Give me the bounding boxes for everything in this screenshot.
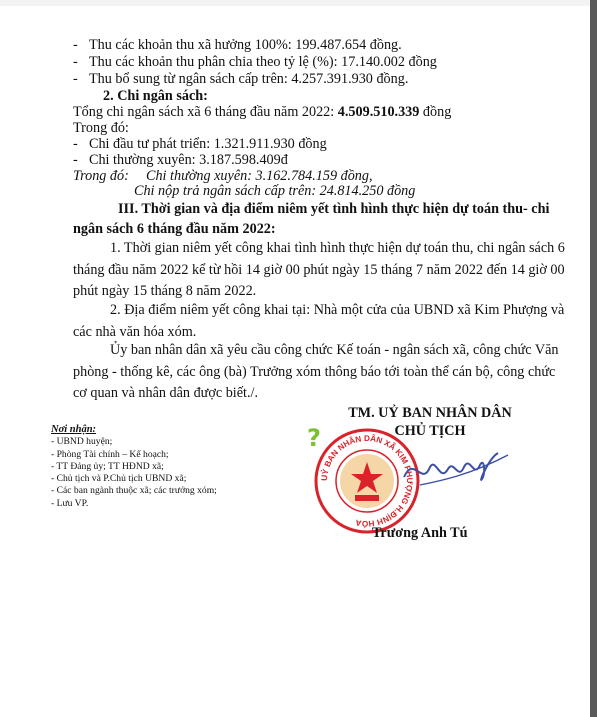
recipient-item: - Chủ tịch và P.Chủ tịch UBND xã; bbox=[51, 473, 187, 485]
expense-item-1: - Chi đầu tư phát triển: 1.321.911.930 đồng bbox=[73, 136, 327, 152]
section2-in-which: Trong đó: bbox=[73, 120, 129, 136]
seal-text: UỶ BAN NHÂN DÂN XÃ KIM PHƯỢNG H.ĐỊNH HÓA bbox=[319, 433, 415, 529]
closing-paragraph: Ủy ban nhân dân xã yêu cầu công chức Kế toán - ngân sách xã, công chức Văn phòng - thống kê, các ông (bà) Trưởng xóm thông báo tới toàn thể cán bộ, công chức cơ quan và nhân dân được biết./. bbox=[73, 342, 559, 401]
section3-para1: 1. Thời gian niêm yết công khai tình hình thực hiện dự toán thu, chi ngân sách 6 tháng đầu năm 2022 kể từ hồi 14 giờ 00 phút ngày 15 tháng 7 năm 2022 đến 14 giờ 00 phút ngày 15 tháng 8 năm 2022. bbox=[73, 240, 565, 299]
signer-name: Trương Anh Tú bbox=[372, 525, 468, 541]
recipient-item: - UBND huyện; bbox=[51, 436, 113, 448]
recipient-item: - Phòng Tài chính – Kế hoạch; bbox=[51, 448, 169, 460]
section2-total: Tổng chi ngân sách xã 6 tháng đầu năm 2022: 4.509.510.339 đồng bbox=[73, 104, 452, 120]
signature-role: CHỦ TỊCH bbox=[394, 423, 466, 439]
section2-total-value: 4.509.510.339 bbox=[337, 104, 420, 120]
revenue-item-2: - Thu các khoản thu phân chia theo tỷ lệ (%): 17.140.002 đồng bbox=[73, 54, 437, 70]
section2-sub-label: Trong đó: bbox=[73, 168, 129, 184]
question-mark-icon: ? bbox=[307, 424, 321, 452]
section3-heading-line2: ngân sách 6 tháng đầu năm 2022: bbox=[73, 221, 276, 237]
handwritten-signature bbox=[400, 445, 510, 500]
page-top-edge bbox=[0, 0, 590, 6]
section2-sub-item-1: Chi thường xuyên: 3.162.784.159 đồng, bbox=[146, 168, 373, 184]
revenue-item-1: - Thu các khoản thu xã hưởng 100%: 199.487.654 đồng. bbox=[73, 37, 402, 53]
recipients-block bbox=[51, 424, 217, 510]
recipient-item: - Lưu VP. bbox=[51, 497, 89, 509]
recipient-item: - TT Đảng ủy; TT HĐND xã; bbox=[51, 460, 164, 472]
recipient-item: - Các ban ngành thuộc xã; các trưởng xóm; bbox=[51, 485, 217, 497]
section3-heading-line1: III. Thời gian và địa điểm niêm yết tình hình thực hiện dự toán thu- chi bbox=[118, 201, 550, 217]
page-scrollbar-shadow bbox=[590, 0, 597, 717]
section2-heading: 2. Chi ngân sách: bbox=[103, 88, 208, 104]
recipients-title: Nơi nhận: bbox=[51, 424, 97, 435]
expense-item-2: - Chi thường xuyên: 3.187.598.409đ bbox=[73, 152, 288, 168]
revenue-item-3: - Thu bổ sung từ ngân sách cấp trên: 4.257.391.930 đồng. bbox=[73, 71, 409, 87]
section3-para2: 2. Địa điểm niêm yết công khai tại: Nhà một cửa của UBND xã Kim Phượng và các nhà văn hóa xóm. bbox=[73, 302, 565, 340]
section2-sub-item-2: Chi nộp trả ngân sách cấp trên: 24.814.250 đồng bbox=[134, 183, 416, 199]
signature-org: TM. UỶ BAN NHÂN DÂN bbox=[348, 405, 512, 421]
